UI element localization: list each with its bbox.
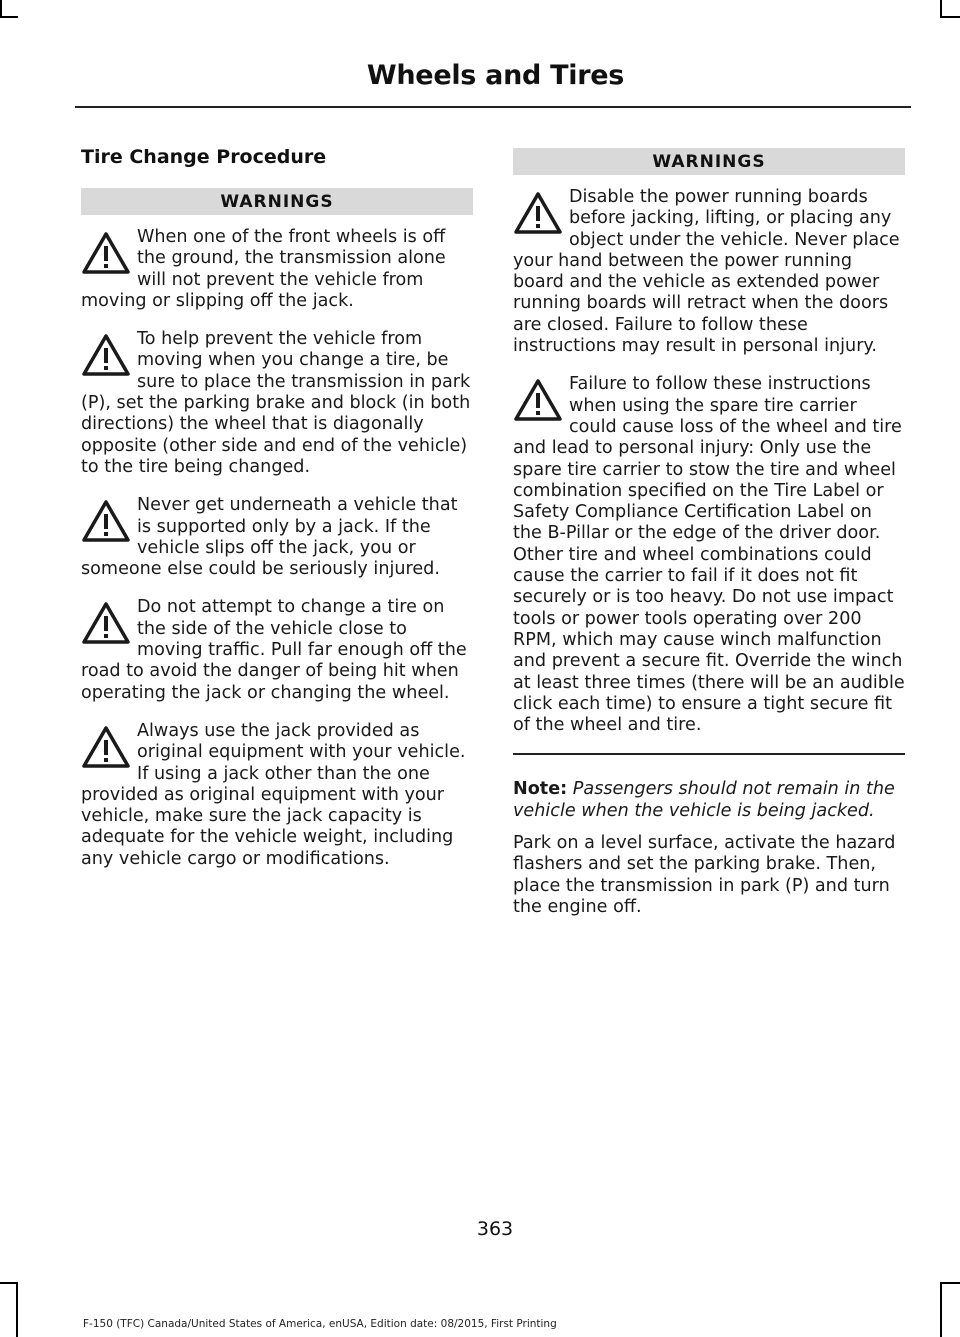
warning-item [81,721,473,870]
crop-mark [0,16,18,18]
right-column [513,148,905,929]
warning-text: Disable the power running boards before jacking, lifting, or placing any object under the vehicle. Never place your hand between the power running board and the vehicle as extended power running boards will retract when the doors are closed. Failure to follow these instructions may result in personal injury. [513,187,900,357]
note-label: Note: [513,779,568,800]
left-column [81,140,473,887]
warning-item [513,374,905,736]
warning-triangle-icon [81,333,131,379]
footer-text: F-150 (TFC) Canada/United States of America, enUSA, Edition date: 08/2015, First Printing [83,1318,557,1330]
section-title: Tire Change Procedure [81,146,327,168]
warning-triangle-icon [81,725,131,771]
warning-text: Never get underneath a vehicle that is supported only by a jack. If the vehicle slips off the jack, you or someone else could be seriously injured. [81,495,458,580]
warning-item [513,187,905,357]
warning-triangle-icon [513,378,563,424]
warning-item [81,227,473,312]
warning-triangle-icon [513,191,563,237]
crop-mark [16,1282,18,1337]
page-number: 363 [476,1218,514,1240]
warning-text: To help prevent the vehicle from moving when you change a tire, be sure to place the transmission in park (P), set the parking brake and block (in both directions) the wheel that is diagonally opposite (other side and end of the vehicle) to the tire being changed. [81,329,471,477]
warning-text: Failure to follow these instructions when using the spare tire carrier could cause loss of the wheel and tire and lead to personal injury: Only use the spare tire carrier to stow the tire and wheel combination specified on the Tire Label or Safety Compliance Certification Label on the B-Pillar or the edge of the driver door. Other tire and wheel combinations could cause the carrier to fail if it does not fit securely or is too heavy. Do not use impact tools or power tools operating over 200 RPM, which may cause winch malfunction and prevent a secure fit. Override the winch at least three times (there will be an audible click each time) to ensure a tight secure fit of the wheel and tire. [513,374,905,736]
header-divider [75,106,911,108]
warnings-header: WARNINGS [513,148,905,175]
crop-mark [940,1282,942,1337]
crop-mark [942,16,960,18]
crop-mark [942,1282,960,1284]
warning-triangle-icon [81,601,131,647]
warning-item [81,495,473,580]
warning-item [81,597,473,703]
warning-item [81,329,473,478]
chapter-title: Wheels and Tires [366,60,624,91]
warning-text: Do not attempt to change a tire on the side of the vehicle close to moving traffic. Pull far enough off the road to avoid the danger of being hit when operating the jack or changing the wheel. [81,597,467,703]
note-paragraph [513,779,905,822]
warning-triangle-icon [81,499,131,545]
warning-text: When one of the front wheels is off the ground, the transmission alone will not prevent the vehicle from moving or slipping off the jack. [81,227,446,311]
warnings-end-divider [513,753,905,755]
note-text: Passengers should not remain in the vehicle when the vehicle is being jacked. [513,779,895,821]
warnings-header: WARNINGS [81,188,473,215]
warning-triangle-icon [81,231,131,277]
warning-text: Always use the jack provided as original equipment with your vehicle. If using a jack other than the one provided as original equipment with your vehicle, make sure the jack capacity is adequate for the vehicle weight, including any vehicle cargo or modifications. [81,720,466,869]
body-paragraph: Park on a level surface, activate the hazard flashers and set the parking brake. Then, place the transmission in park (P) and turn the engine off. [513,833,896,917]
